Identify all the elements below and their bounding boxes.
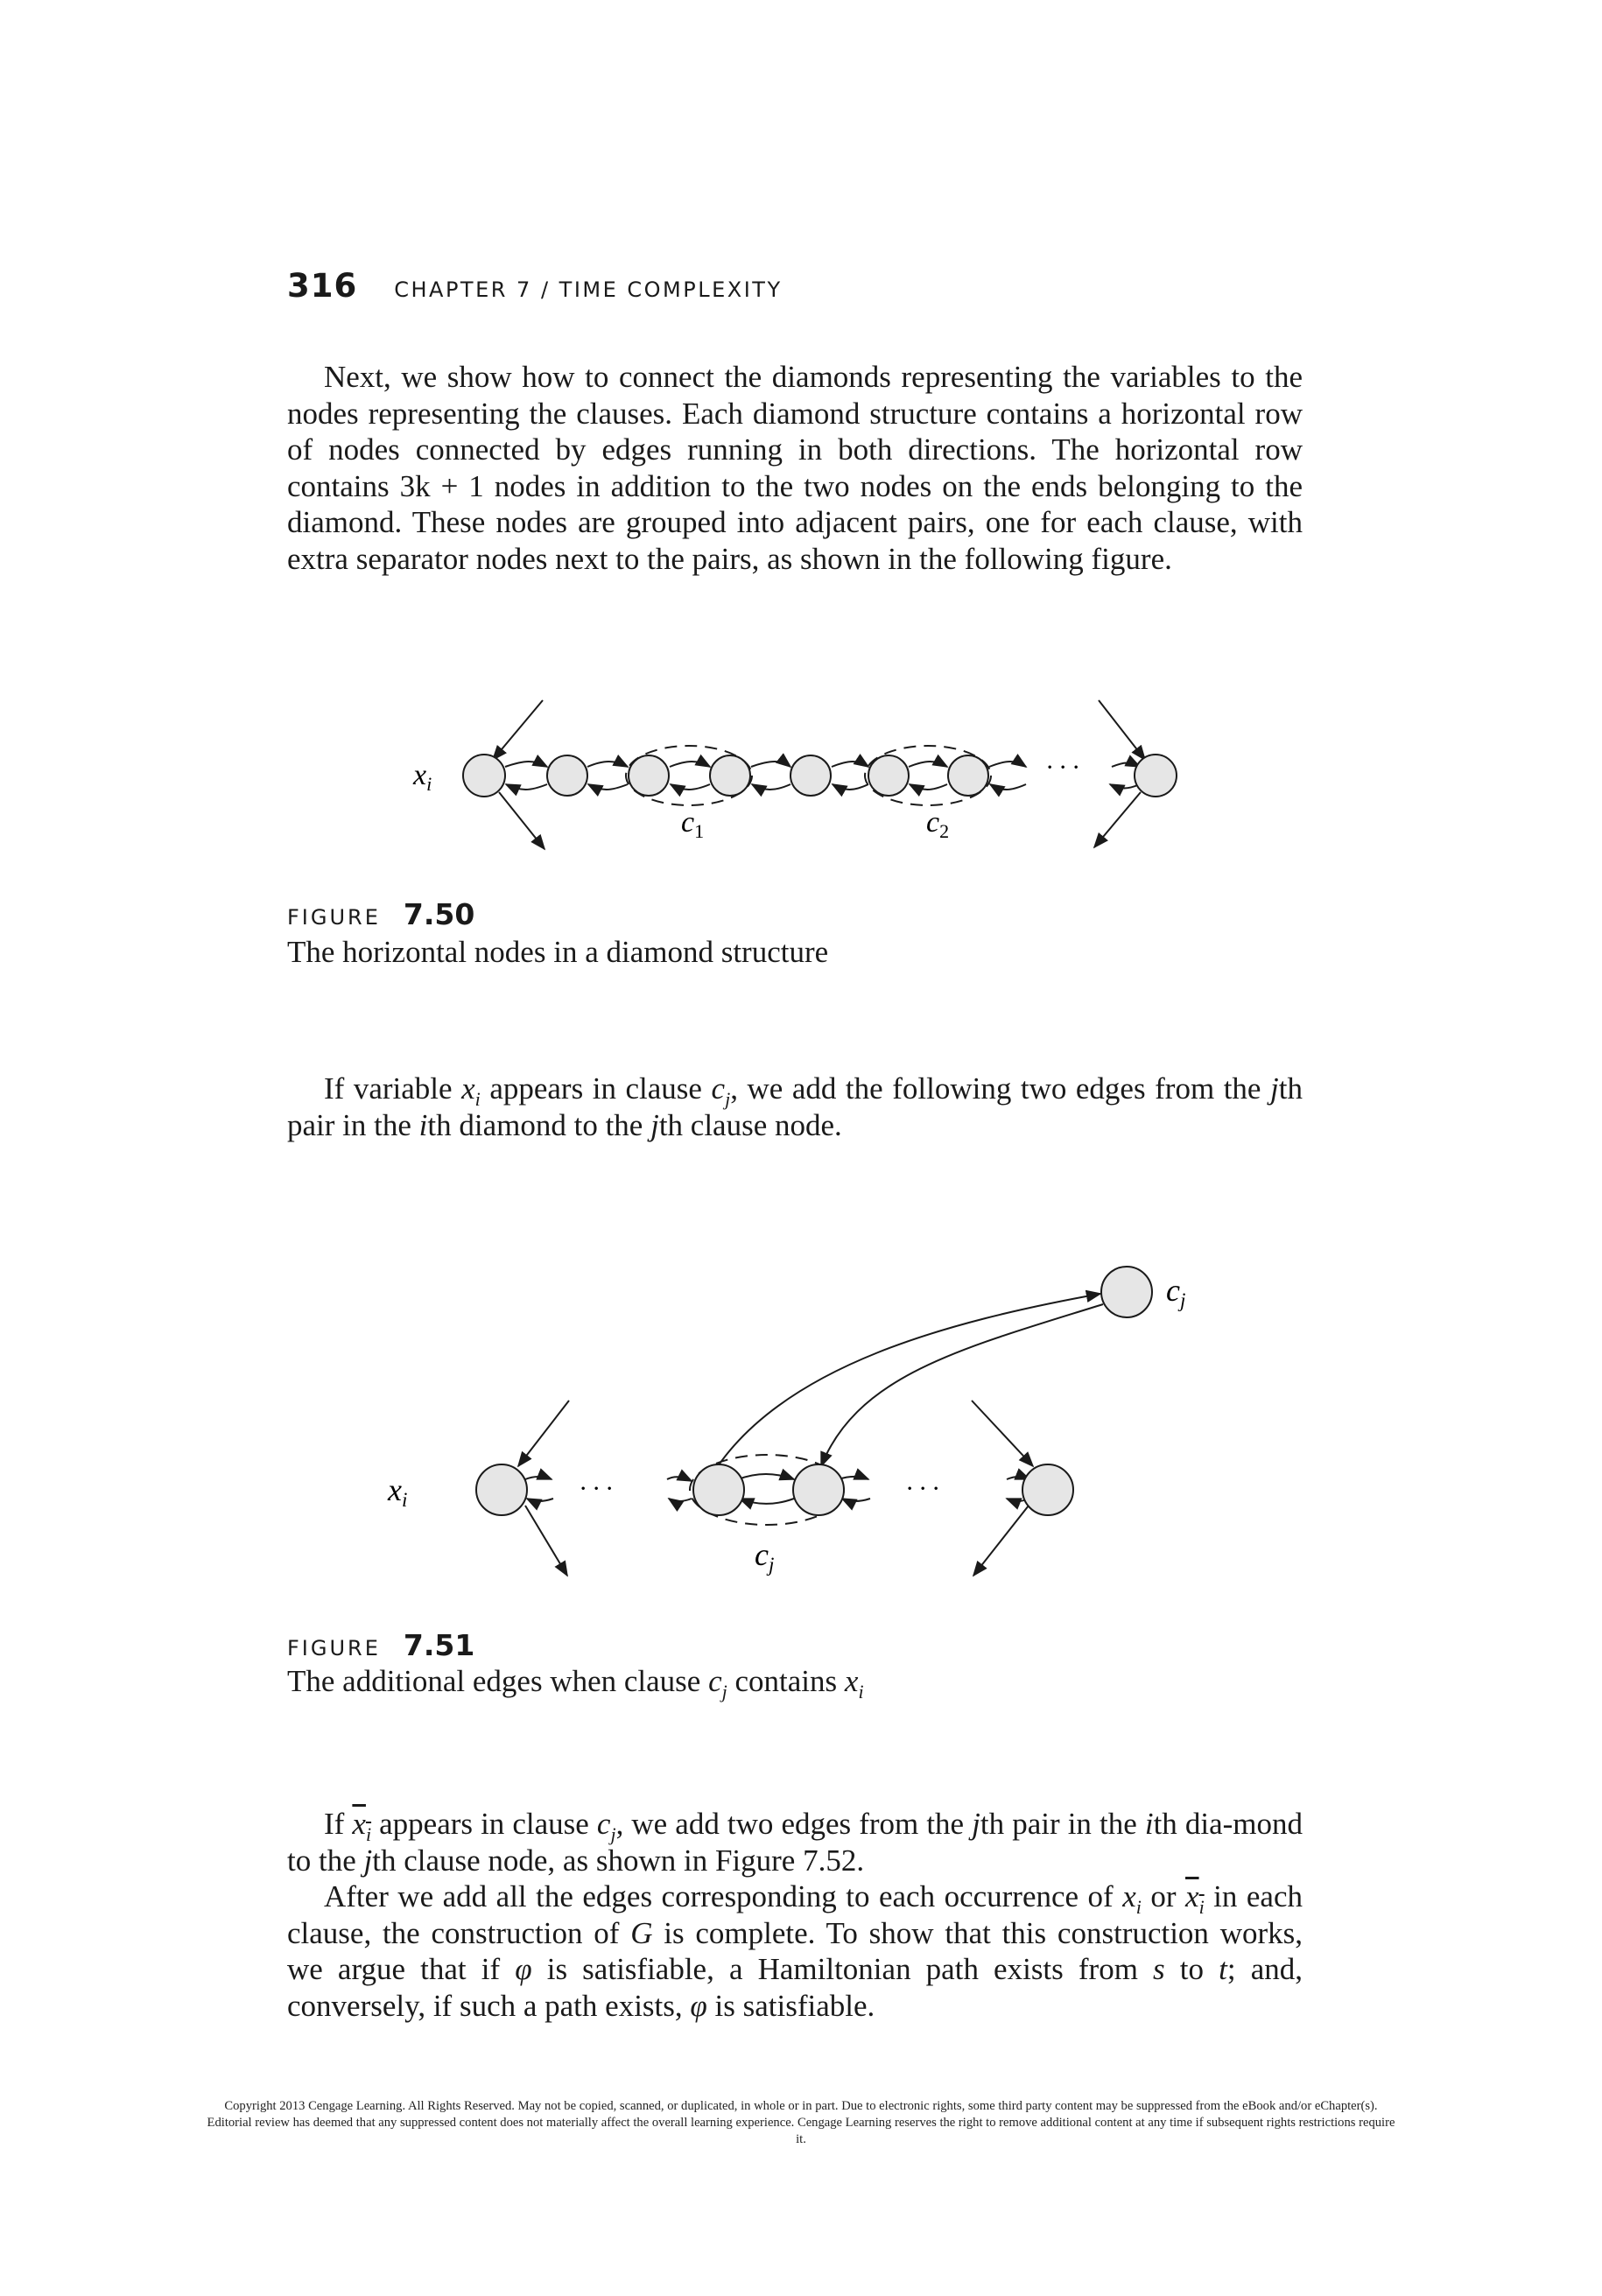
pair-label-cj: cj	[755, 1537, 775, 1576]
ellipsis-dots-right: · · ·	[906, 1474, 939, 1503]
diamond-end-node-right	[1135, 755, 1177, 797]
pair-node-cj-b	[793, 1464, 844, 1515]
diamond-end-node-left	[476, 1464, 527, 1515]
pair-node-cj-a	[693, 1464, 744, 1515]
separator-node	[547, 755, 587, 796]
page-number: 316	[287, 267, 358, 305]
paragraph-4: After we add all the edges corresponding to each occurrence of $x_i$ or $\overline{x}_{\overline{i}}$ in each clause, the construction of G is complete. To show that this construction works, we argue that if φ is satisfiable, a Hamiltonian path exists from s to t; and, conversely, if such a path exists, φ is satisfiable.	[287, 1879, 1303, 2023]
paragraph-1: Next, we show how to connect the diamonds representing the variables to the nodes representing the clauses. Each diamond structure contains a horizontal row of nodes connected by edges running in both directions. The horizontal row contains 3k + 1 nodes in addition to the two nodes on the ends belonging to the diamond. These nodes are grouped into adjacent pairs, one for each clause, with extra separator nodes next to the pairs, as shown in the following figure.	[287, 360, 1303, 576]
ellipsis-dots: · · ·	[1046, 753, 1079, 782]
ellipsis-dots-left: · · ·	[580, 1474, 613, 1503]
outgoing-edge-left	[525, 1506, 567, 1576]
diamond-end-node-right	[1022, 1464, 1073, 1515]
diamond-end-node-left	[463, 755, 505, 797]
figure-number: 7.50	[403, 897, 475, 931]
pair-node-c1-b	[710, 755, 750, 796]
figure-7-51-diagram	[0, 1243, 1602, 1602]
incoming-edge-right	[972, 1401, 1033, 1466]
variable-label-xi: xi	[388, 1472, 408, 1511]
outgoing-edge-left	[499, 792, 545, 849]
outgoing-edge-right	[1094, 792, 1141, 847]
separator-node	[790, 755, 831, 796]
pair-node-c2-b	[948, 755, 988, 796]
figure-number: 7.51	[403, 1628, 475, 1662]
incoming-edge-left	[518, 1401, 569, 1466]
figure-word: FIGURE	[287, 905, 381, 930]
edge-clause-to-pair	[821, 1304, 1103, 1466]
outgoing-edge-right	[973, 1506, 1029, 1576]
variable-label-xi: $x_i$	[413, 759, 432, 795]
incoming-edge-left	[493, 700, 543, 760]
clause-label-c1: $c_1$	[681, 806, 705, 842]
figure-7-50-caption: The horizontal nodes in a diamond structure	[287, 935, 829, 969]
paragraph-2: If variable $x_i$ appears in clause $c_j$, we add the following two edges from the jth pair in the ith diamond to the jth clause node.	[287, 1071, 1303, 1142]
clause-node-cj	[1101, 1267, 1152, 1317]
figure-7-51-label	[287, 1628, 474, 1662]
incoming-edge-right	[1099, 700, 1145, 760]
edge-pair-to-clause	[718, 1294, 1100, 1466]
pair-node-c1-a	[629, 755, 669, 796]
page-header	[287, 267, 783, 305]
copyright-notice: Copyright 2013 Cengage Learning. All Rights Reserved. May not be copied, scanned, or duplicated, in whole or in part. Due to electronic rights, some third party content may be suppressed from the eBook and/or eChapter(s). Editorial review has deemed that any suppressed content does not materially affect the overall learning experience. Cengage Learning reserves the right to remove additional content at any time if subsequent rights restrictions require it.	[207, 2099, 1395, 2146]
figure-7-51-caption: The additional edges when clause $c_j$ contains $x_i$	[287, 1664, 864, 1703]
paragraph-3: If $\overline{x}_{\overline{i}}$ appears in clause $c_j$, we add two edges from the jth pair in the ith dia-mond to the jth clause node, as shown in Figure 7.52.	[287, 1807, 1303, 1878]
pair-node-c2-a	[868, 755, 909, 796]
figure-word: FIGURE	[287, 1636, 381, 1661]
figure-7-50-label	[287, 897, 474, 931]
figure-7-50-diagram	[0, 683, 1602, 884]
running-head: CHAPTER 7 / TIME COMPLEXITY	[394, 277, 783, 302]
clause-label-cj: cj	[1166, 1273, 1186, 1311]
clause-label-c2: $c_2$	[926, 806, 950, 842]
